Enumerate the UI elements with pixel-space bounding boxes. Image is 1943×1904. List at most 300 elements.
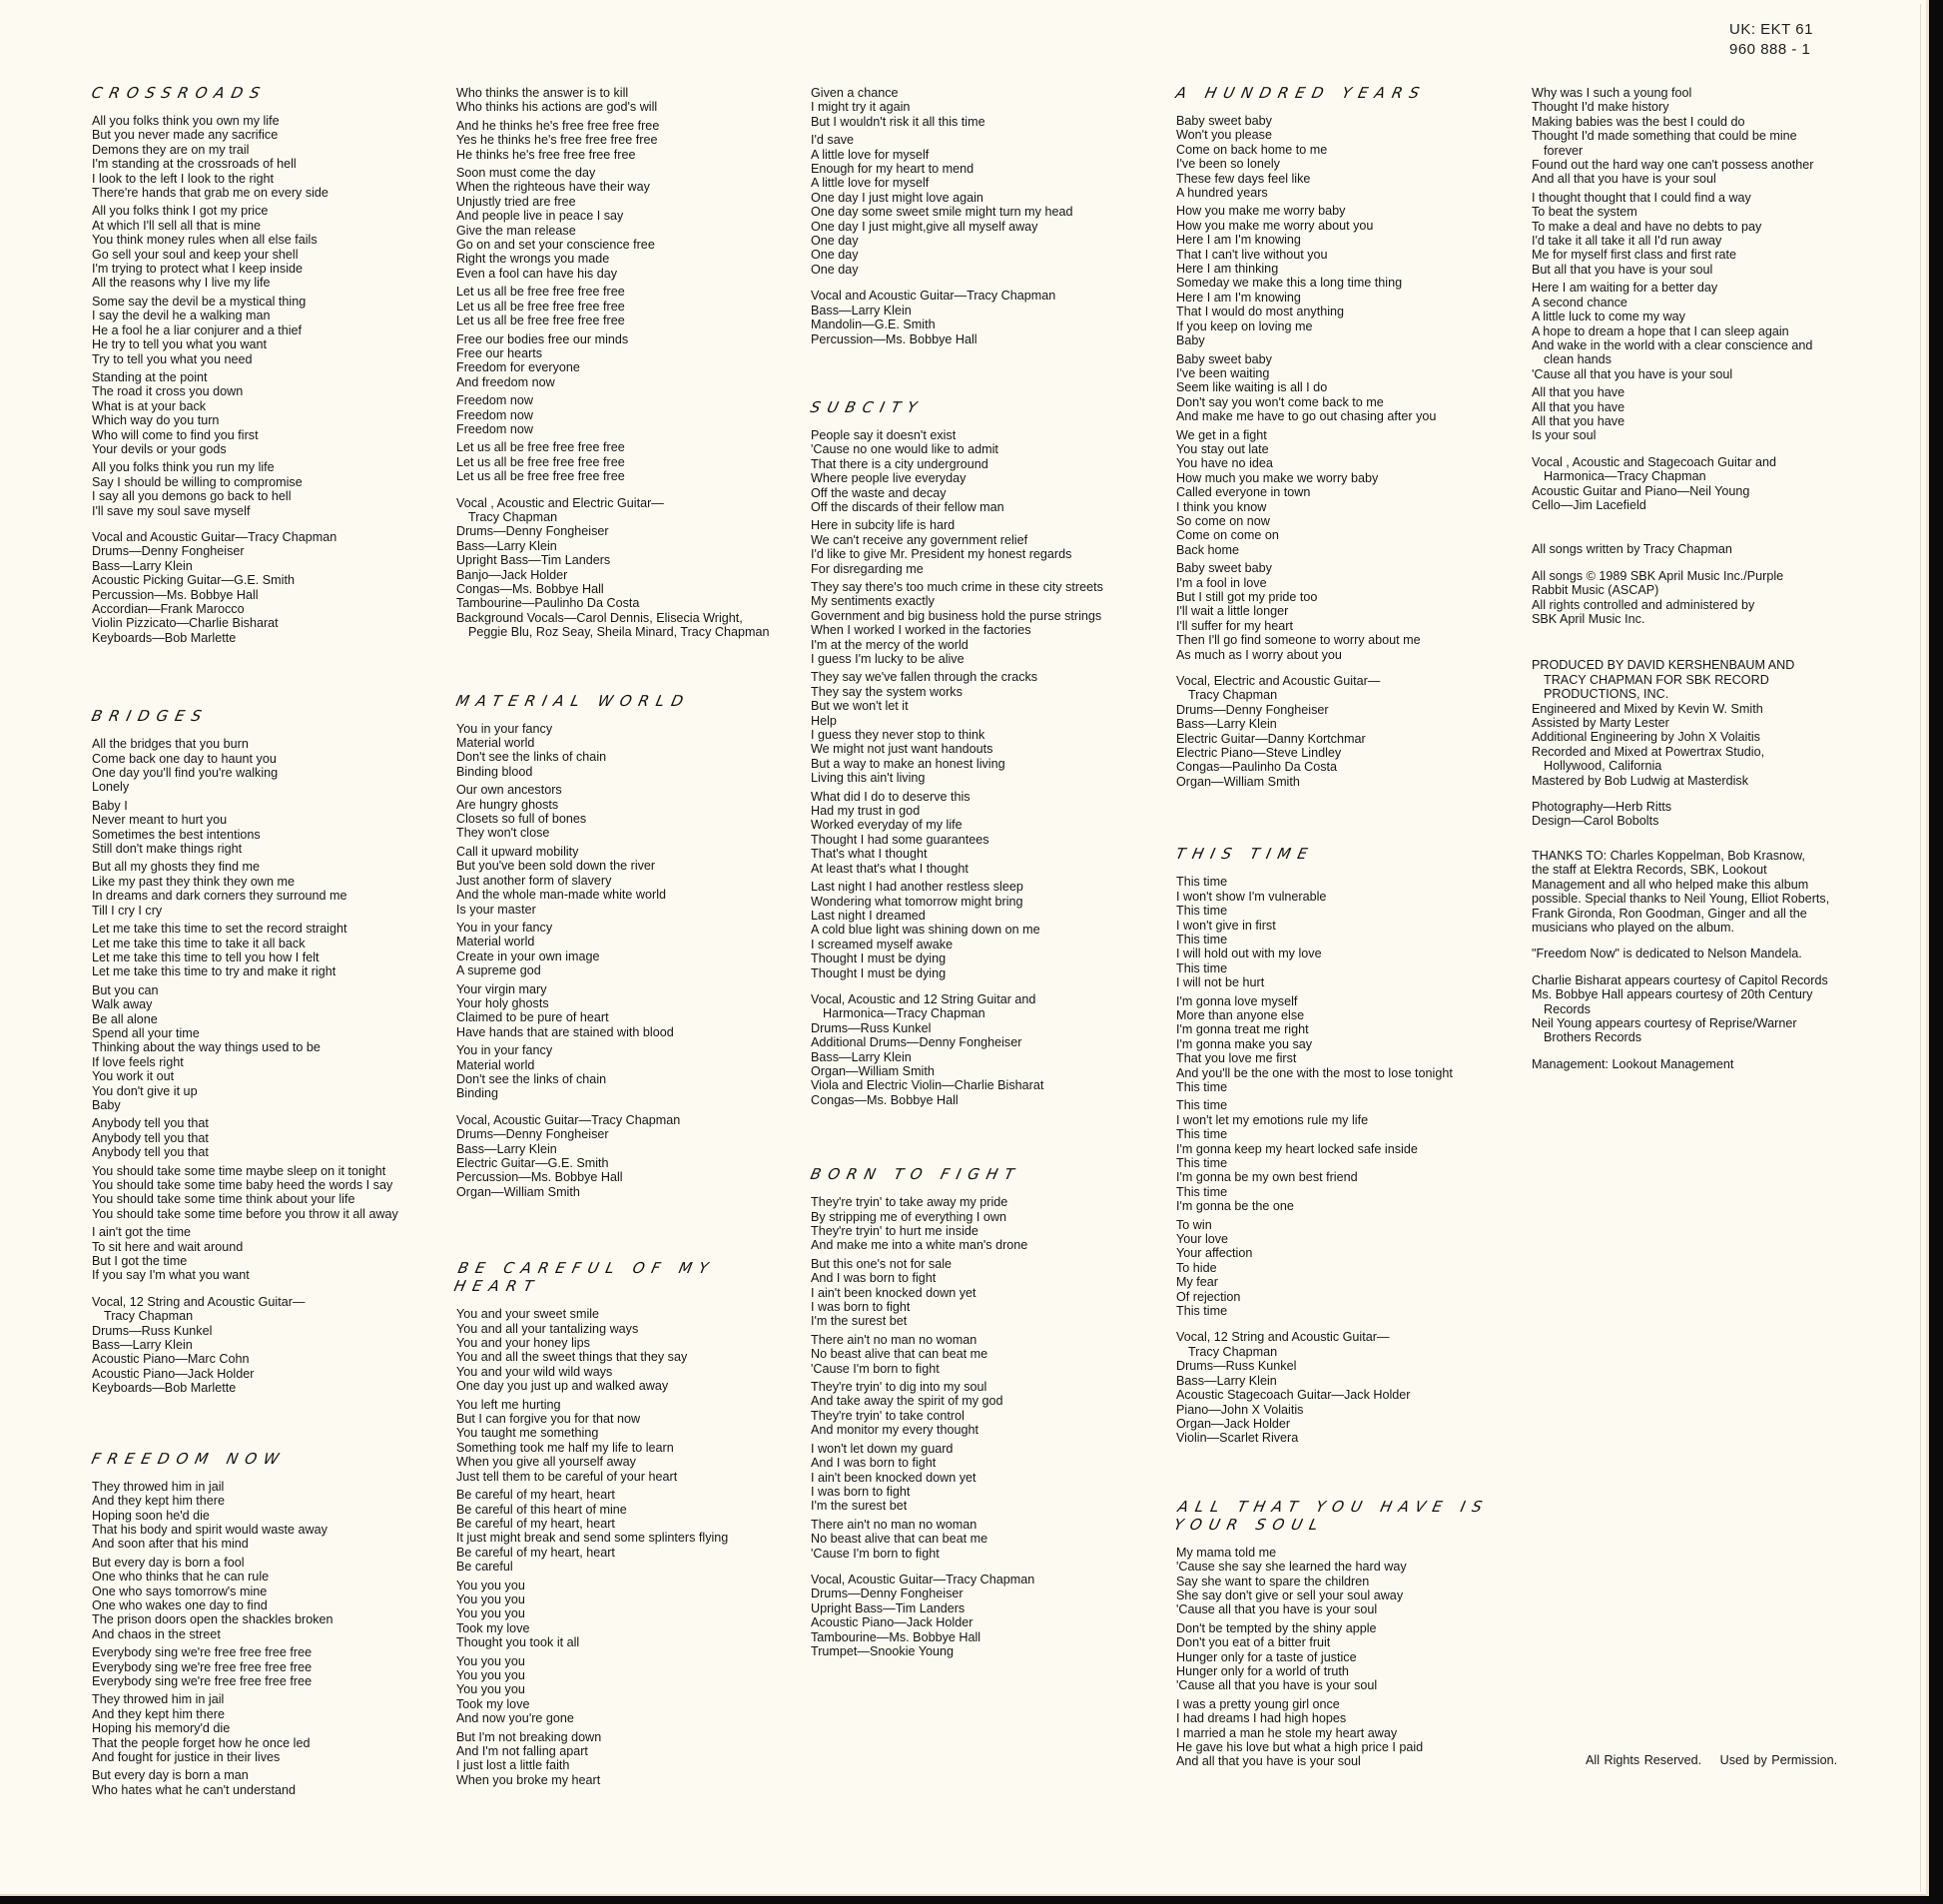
lyric-line: Everybody sing we're free free free free	[92, 1659, 313, 1674]
lyric-line: Here I am waiting for a better day	[1532, 281, 1718, 296]
stanza	[456, 166, 806, 281]
musician-credits	[811, 289, 1155, 346]
lyric-line: One who wakes one day to find	[92, 1597, 268, 1612]
lyric-line: Thought I must be dying	[811, 965, 947, 980]
song-this-time	[1176, 845, 1521, 1445]
stanza	[92, 860, 441, 918]
song-bridges	[92, 707, 441, 1395]
credit-line: Percussion—Ms. Bobbye Hall	[811, 331, 977, 346]
lyric-line: Which way do you turn	[92, 413, 220, 428]
lyric-line: He gave his love but what a high price I paid	[1176, 1740, 1424, 1754]
lyric-line: Living this ain't living	[811, 771, 926, 786]
lyric-line: Why was I such a young fool	[1532, 86, 1692, 100]
credit-line: Bass—Larry Klein	[811, 303, 912, 317]
lyric-line: Making babies was the best I could do	[1532, 114, 1745, 129]
lyric-line: You and your wild wild ways	[456, 1364, 613, 1379]
column-2	[452, 86, 806, 1809]
lyric-line: Had my trust in god	[811, 804, 921, 819]
stanza	[1532, 281, 1911, 381]
lyric-line: I'm gonna keep my heart locked safe inside	[1176, 1141, 1418, 1156]
lyric-line: Till I cry I cry	[92, 903, 163, 918]
lyric-line: You and all the sweet things that they say	[456, 1350, 688, 1365]
note-line: Design—Carol Bobolts	[1532, 814, 1659, 829]
lyric-line: Never meant to hurt you	[92, 813, 228, 828]
lyric-line: Then I'll go find someone to worry about me	[1176, 633, 1421, 648]
lyric-line: Don't say you won't come back to me	[1176, 394, 1384, 409]
stanza	[1176, 1697, 1521, 1769]
stanza	[456, 86, 806, 115]
credit-line: Vocal, Electric and Acoustic Guitar—	[1176, 674, 1381, 689]
credit-line: Acoustic Stagecoach Guitar—Jack Holder	[1176, 1388, 1411, 1403]
lyric-line: You you you	[456, 1606, 525, 1621]
lyric-line: Thought I had some guarantees	[811, 832, 989, 847]
lyric-line: You you you	[456, 1667, 525, 1682]
lyric-line: One day you'll find you're walking	[92, 766, 279, 781]
credit-line: Acoustic Picking Guitar—G.E. Smith	[92, 573, 295, 588]
credit-line: Acoustic Piano—Jack Holder	[92, 1366, 255, 1381]
credit-line: Vocal, 12 String and Acoustic Guitar—	[92, 1294, 306, 1309]
lyric-line: And they kept him there	[92, 1706, 226, 1721]
lyric-line: I ain't been knocked down yet	[811, 1470, 976, 1485]
lyric-line: I guess I'm lucky to be alive	[811, 652, 965, 666]
lyric-line: You left me hurting	[456, 1397, 561, 1412]
lyric-line: I ain't been knocked down yet	[811, 1285, 976, 1300]
credit-line: Bass—Larry Klein	[1176, 1373, 1277, 1388]
lyric-line: But I still got my pride too	[1176, 590, 1318, 604]
credit-line: Bass—Larry Klein	[92, 1338, 193, 1353]
stanza	[456, 783, 806, 841]
credit-line: Keyboards—Bob Marlette	[92, 630, 237, 645]
lyric-line: Some say the devil be a mystical thing	[92, 294, 307, 309]
lyric-line: This time	[1176, 904, 1228, 919]
lyric-line: Hunger only for a world of truth	[1176, 1663, 1349, 1678]
lyric-line: You should take some time maybe sleep on it tonight	[92, 1163, 386, 1178]
stanza	[92, 922, 441, 979]
lyric-line: You should take some time before you throw it all away	[92, 1206, 398, 1221]
lyric-line: Here in subcity life is hard	[811, 518, 956, 533]
lyric-line: Thought I must be dying	[811, 952, 947, 966]
lyric-line: A little love for myself	[811, 147, 930, 162]
lyric-line: How you make me worry about you	[1176, 218, 1374, 233]
lyric-line: They say the system works	[811, 684, 963, 699]
lyric-line: Me for myself first class and first rate	[1532, 248, 1737, 263]
lyric-line: Took my love	[456, 1696, 530, 1711]
stanza	[92, 1768, 441, 1797]
credit-line: Percussion—Ms. Bobbye Hall	[92, 587, 259, 602]
stanza	[92, 204, 441, 290]
column-3	[811, 86, 1155, 1680]
credit-line: Acoustic Guitar and Piano—Neil Young	[1532, 483, 1750, 498]
lyric-line: Go sell your soul and keep your shell	[92, 247, 299, 262]
lyric-line: But I'm not breaking down	[456, 1729, 602, 1744]
lyric-line: I've been so lonely	[1176, 157, 1280, 172]
lyric-line: To sit here and wait around	[92, 1239, 244, 1254]
credit-line: Bass—Larry Klein	[811, 1049, 912, 1064]
lyric-line: Is your master	[456, 902, 536, 917]
note-line: SBK April Music Inc.	[1532, 612, 1645, 626]
credit-line: Organ—William Smith	[811, 1063, 935, 1078]
song-subcity	[811, 398, 1155, 1107]
stanza	[1176, 352, 1521, 424]
stanza	[1176, 994, 1521, 1095]
lyric-line: 'Cause I'm born to fight	[811, 1361, 940, 1376]
lyric-line: All that you have	[1532, 399, 1625, 414]
lyric-line: And take away the spirit of my god	[811, 1394, 1003, 1409]
lyric-line: What did I do to deserve this	[811, 789, 971, 804]
credit-line: Vocal, Acoustic and 12 String Guitar and	[811, 991, 1036, 1006]
stanza	[92, 1164, 441, 1222]
lyric-line: This time	[1176, 1079, 1228, 1094]
lyric-line: You you you	[456, 1578, 525, 1592]
lyric-line: I'm gonna love myself	[1176, 993, 1298, 1008]
song-title: BORN TO FIGHT	[809, 1165, 1023, 1184]
stanza	[456, 1654, 806, 1726]
credit-line: Electric Guitar—G.E. Smith	[456, 1156, 609, 1170]
lyric-line: Let us all be free free free free	[456, 314, 625, 328]
lyric-line: Demons they are on my trail	[92, 142, 250, 157]
lyric-line: Enough for my heart to mend	[811, 162, 974, 177]
lyric-line: I won't show I'm vulnerable	[1176, 889, 1327, 904]
lyric-line: We might not just want handouts	[811, 742, 993, 757]
lyric-line: And I'm not falling apart	[456, 1744, 588, 1758]
management: Management: Lookout Management	[1532, 1056, 1734, 1071]
lyric-line: Call it upward mobility	[456, 844, 579, 859]
lyric-line: There ain't no man no woman	[811, 1517, 977, 1532]
stanza	[1532, 385, 1911, 443]
lyric-line: In dreams and dark corners they surround me	[92, 889, 347, 904]
lyric-line: When I worked I worked in the factories	[811, 623, 1031, 638]
lyric-line: I'm gonna make you say	[1176, 1036, 1313, 1051]
lyric-line: Help	[811, 713, 837, 728]
lyric-line: I'd take it all take it all I'd run away	[1532, 234, 1722, 249]
lyric-line: Everybody sing we're free free free free	[92, 1673, 313, 1688]
stanza	[456, 1307, 806, 1393]
thanks-note	[1532, 849, 1911, 935]
lyric-line: I was born to fight	[811, 1484, 911, 1499]
song-be-careful-continued	[811, 86, 1155, 346]
credit-line: Electric Guitar—Danny Kortchmar	[1176, 731, 1366, 746]
lyric-line: Try to tell you what you need	[92, 351, 253, 366]
lyric-line: I think you know	[1176, 499, 1267, 514]
lyric-line: I won't let my emotions rule my life	[1176, 1112, 1369, 1127]
lyric-line: Here I am I'm knowing	[1176, 233, 1301, 248]
credit-line: Organ—William Smith	[456, 1184, 580, 1199]
credit-line: Upright Bass—Tim Landers	[456, 553, 611, 568]
stanza	[811, 1195, 1155, 1253]
note-line: Charlie Bisharat appears courtesy of Capitol Records	[1532, 972, 1828, 987]
lyric-line: This time	[1176, 1156, 1228, 1170]
lyric-line: Last night I dreamed	[811, 908, 926, 923]
musician-credits	[1176, 1330, 1521, 1445]
credit-line: Background Vocals—Carol Dennis, Elisecia Wright,	[456, 610, 743, 625]
lyric-line: You work it out	[92, 1069, 175, 1084]
lyric-line: He try to tell you what you want	[92, 337, 267, 352]
credit-line: Tambourine—Paulinho Da Costa	[456, 596, 640, 611]
lyric-line: Anybody tell you that	[92, 1145, 209, 1160]
lyric-line: Claimed to be pure of heart	[456, 1010, 609, 1025]
lyric-line: Your devils or your gods	[92, 441, 227, 456]
note-line: Frank Gironda, Ron Goodman, Ginger and all the	[1532, 906, 1807, 921]
lyric-line: I say the devil he a walking man	[92, 309, 271, 323]
credit-line: Bass—Larry Klein	[1176, 717, 1277, 732]
stanza	[92, 1692, 441, 1764]
lyric-line: Baby	[1176, 333, 1205, 348]
lyric-line: A hundred years	[1176, 186, 1268, 201]
lyric-line: But you never made any sacrifice	[92, 128, 279, 143]
dedication: "Freedom Now" is dedicated to Nelson Mandela.	[1532, 947, 1802, 961]
stanza	[92, 1225, 441, 1283]
stanza	[92, 983, 441, 1113]
stanza	[456, 1579, 806, 1650]
lyric-line: One who says tomorrow's mine	[92, 1584, 268, 1598]
credit-line: Drums—Russ Kunkel	[1176, 1359, 1297, 1374]
song-title: BRIDGES	[90, 707, 211, 726]
column-4	[1172, 84, 1521, 1791]
note-line: the staff at Elektra Records, SBK, Lookout	[1532, 863, 1767, 878]
stanza	[456, 1398, 806, 1484]
lyric-line: All you folks think you run my life	[92, 460, 275, 475]
lyric-line: Let us all be free free free free	[456, 454, 625, 469]
lyric-line: I'm the surest bet	[811, 1499, 908, 1514]
lyric-line: You in your fancy	[456, 1043, 553, 1058]
lyric-line: I married a man he stole my heart away	[1176, 1725, 1398, 1740]
lyric-line: Like my past they think they own me	[92, 874, 295, 889]
lyric-line: Don't you eat of a bitter fruit	[1176, 1635, 1331, 1650]
song-title: ALL THAT YOU HAVE IS YOUR SOUL	[1172, 1497, 1491, 1534]
lyric-line: I'd like to give Mr. President my honest regards	[811, 547, 1072, 562]
lyric-line: A cold blue light was shining down on me	[811, 923, 1040, 938]
lyric-line: Your love	[1176, 1232, 1229, 1247]
lyric-line: This time	[1176, 1098, 1228, 1113]
stanza	[456, 921, 806, 978]
lyric-line: And chaos in the street	[92, 1626, 221, 1641]
lyric-line: Just tell them to be careful of your heart	[456, 1469, 678, 1484]
lyric-line: Seem like waiting is all I do	[1176, 380, 1328, 395]
lyric-line: To make a deal and have no debts to pay	[1532, 219, 1762, 234]
lyric-line: 'Cause she say she learned the hard way	[1176, 1560, 1407, 1575]
lyric-line: Be careful of my heart, heart	[456, 1545, 615, 1560]
stanza	[811, 1380, 1155, 1438]
song-be-careful-of-my-heart	[452, 1259, 806, 1787]
credit-line: Vocal, Acoustic Guitar—Tracy Chapman	[456, 1112, 681, 1127]
lyric-line: Have hands that are stained with blood	[456, 1024, 674, 1039]
lyric-line: But this one's not for sale	[811, 1256, 953, 1271]
lyric-line: When you broke my heart	[456, 1772, 601, 1787]
album-notes	[1532, 542, 1911, 1071]
lyric-line: You stay out late	[1176, 441, 1269, 456]
lyric-line: No beast alive that can beat me	[811, 1347, 988, 1362]
lyric-line: So come on now	[1176, 513, 1270, 528]
credit-line: Banjo—Jack Holder	[456, 567, 568, 582]
lyric-line: All you folks think I got my price	[92, 204, 269, 219]
note-line: Additional Engineering by John X Volaitis	[1532, 730, 1760, 745]
lyric-line: All that you have	[1532, 385, 1625, 400]
stanza	[456, 982, 806, 1040]
lyric-line: I thought thought that I could find a way	[1532, 190, 1751, 205]
lyric-line: You in your fancy	[456, 721, 553, 736]
lyric-line: Who thinks the answer is to kill	[456, 86, 629, 100]
stanza	[811, 1333, 1155, 1376]
lyric-line: Binding blood	[456, 764, 533, 779]
lyric-line: That I would do most anything	[1176, 305, 1345, 319]
credit-line: Mandolin—G.E. Smith	[811, 317, 936, 332]
lyric-line: I say all you demons go back to hell	[92, 489, 292, 504]
stanza	[811, 428, 1155, 514]
lyric-line: I won't give in first	[1176, 918, 1276, 933]
stanza	[1532, 191, 1911, 277]
credit-line: Violin—Scarlet Rivera	[1176, 1431, 1299, 1446]
stanza	[92, 1116, 441, 1159]
note-line: All rights controlled and administered by	[1532, 597, 1755, 612]
note-line: Hollywood, California	[1544, 759, 1662, 774]
credit-line: Drums—Russ Kunkel	[811, 1020, 932, 1035]
credit-line: Piano—John X Volaitis	[1176, 1402, 1304, 1417]
lyric-line: Say she want to spare the children	[1176, 1574, 1370, 1588]
stanza	[456, 722, 806, 780]
lyric-line: I'll suffer for my heart	[1176, 618, 1293, 633]
credit-line: Electric Piano—Steve Lindley	[1176, 746, 1342, 761]
song-crossroads	[92, 84, 441, 645]
lyric-line: You should take some time think about your life	[92, 1192, 355, 1207]
stanza	[92, 114, 441, 200]
lyric-line: That his body and spirit would waste away	[92, 1522, 327, 1537]
lyric-line: But I wouldn't risk it all this time	[811, 114, 985, 129]
credit-line: Tracy Chapman	[468, 509, 558, 524]
lyric-line: They're tryin' to take away my pride	[811, 1195, 1008, 1210]
lyric-line: And people live in peace I say	[456, 209, 624, 224]
note-line: Ms. Bobbye Hall appears courtesy of 20th Century	[1532, 987, 1813, 1002]
musician-credits	[811, 1573, 1155, 1658]
lyric-line: Off the discards of their fellow man	[811, 499, 1004, 514]
lyric-line: Free our hearts	[456, 345, 543, 360]
lyric-line: One day I just might,give all myself away	[811, 219, 1038, 234]
lyric-line: Last night I had another restless sleep	[811, 880, 1023, 895]
lyric-line: One day some sweet smile might turn my head	[811, 205, 1073, 220]
lyric-line: Walk away	[92, 997, 153, 1012]
lyric-line: I'm gonna be the one	[1176, 1199, 1294, 1214]
lyric-line: Give the man release	[456, 223, 576, 238]
lyric-line: All that you have	[1532, 413, 1625, 428]
musician-credits	[1532, 455, 1911, 513]
lyric-line: I was born to fight	[811, 1300, 911, 1315]
column-5	[1532, 86, 1911, 1083]
lyric-line: But I got the time	[92, 1254, 188, 1269]
lyric-line: Material world	[456, 736, 535, 751]
lyric-line: Just another form of slavery	[456, 873, 612, 888]
lyric-line: If love feels right	[92, 1054, 184, 1069]
lyric-line: When you give all yourself away	[456, 1455, 636, 1470]
note-line: PRODUCTIONS, INC.	[1544, 687, 1669, 702]
lyric-line: She say don't give or sell your soul away	[1176, 1587, 1404, 1602]
production-credits	[1532, 658, 1911, 788]
credit-line: Bass—Larry Klein	[456, 1141, 557, 1156]
lyric-line: Even a fool can have his day	[456, 266, 618, 281]
credit-line: Organ—William Smith	[1176, 774, 1300, 789]
lyric-line: Worked everyday of my life	[811, 818, 963, 833]
credit-line: Cello—Jim Lacefield	[1532, 497, 1646, 512]
stanza	[456, 393, 806, 436]
lyric-line: 'Cause all that you have is your soul	[1176, 1602, 1378, 1617]
musician-credits	[456, 496, 806, 640]
lyric-line: Your virgin mary	[456, 981, 547, 996]
lyric-line: You have no idea	[1176, 456, 1273, 471]
lyric-line: We get in a fight	[1176, 427, 1267, 442]
lyric-line: Baby sweet baby	[1176, 351, 1272, 366]
note-line: Recorded and Mixed at Powertrax Studio,	[1532, 744, 1765, 759]
lyric-line: Here I am thinking	[1176, 262, 1279, 277]
stanza	[811, 518, 1155, 576]
lyric-line: A hope to dream a hope that I can sleep again	[1532, 323, 1789, 338]
lyric-line: I'm trying to protect what I keep inside	[92, 262, 304, 277]
lyric-line: To win	[1176, 1217, 1212, 1232]
lyric-line: Given a chance	[811, 86, 899, 100]
lyric-line: I will not be hurt	[1176, 975, 1265, 990]
note-line: TRACY CHAPMAN FOR SBK RECORD	[1544, 672, 1769, 687]
lyric-line: Unjustly tried are free	[456, 194, 576, 209]
lyric-line: Everybody sing we're free free free free	[92, 1645, 313, 1660]
lyric-line: Standing at the point	[92, 369, 208, 384]
lyric-line: I'm a fool in love	[1176, 575, 1267, 590]
credit-line: Viola and Electric Violin—Charlie Bisharat	[811, 1078, 1044, 1093]
lyric-line: A supreme god	[456, 963, 541, 978]
design-credits	[1532, 800, 1911, 829]
lyric-line: This time	[1176, 1184, 1228, 1199]
lyric-line: Soon must come the day	[456, 166, 596, 181]
lyric-line: forever	[1544, 143, 1584, 158]
copyright-notice	[1532, 569, 1911, 627]
lyric-line: Where people live everyday	[811, 471, 967, 486]
stanza	[92, 1645, 441, 1688]
lyric-line: I'm gonna treat me right	[1176, 1022, 1309, 1037]
used-by-permission: Used by Permission.	[1719, 1753, 1838, 1767]
lyric-line: One day you just up and walked away	[456, 1379, 669, 1394]
lyric-line: And he thinks he's free free free free	[456, 118, 660, 133]
lyric-line: One day	[811, 234, 859, 249]
song-born-to-fight	[811, 1165, 1155, 1658]
song-title: MATERIAL WORLD	[454, 691, 692, 710]
lyric-line: Who hates what he can't understand	[92, 1782, 297, 1797]
lyric-line: They say we've fallen through the cracks	[811, 670, 1038, 685]
lyric-line: And fought for justice in their lives	[92, 1750, 281, 1764]
song-a-hundred-years	[1176, 84, 1521, 789]
stanza	[456, 1730, 806, 1788]
lyric-line: I'll save my soul save myself	[92, 503, 251, 518]
lyric-line: He a fool he a liar conjurer and a thief	[92, 322, 303, 337]
stanza	[1176, 1098, 1521, 1213]
rights-footer	[1586, 1753, 1837, 1767]
lyric-line: Back home	[1176, 542, 1239, 557]
credit-line: Harmonica—Tracy Chapman	[1544, 469, 1706, 484]
lyric-line: Let us all be free free free free	[456, 440, 625, 455]
lyric-line: Thought I'd made something that could be mine	[1532, 129, 1797, 144]
stanza	[456, 332, 806, 390]
lyric-line: And now you're gone	[456, 1711, 574, 1726]
lyric-line: Won't you please	[1176, 128, 1272, 143]
lyric-line: For disregarding me	[811, 561, 924, 576]
stanza	[456, 440, 806, 483]
lyric-line: Let us all be free free free free	[456, 469, 625, 484]
lyric-line: Our own ancestors	[456, 783, 562, 798]
lyric-line: I might try it again	[811, 100, 911, 115]
lyric-line: Are hungry ghosts	[456, 797, 559, 812]
stanza	[456, 285, 806, 327]
lyric-line: I will hold out with my love	[1176, 947, 1322, 961]
lyric-line: I guess they never stop to think	[811, 728, 985, 743]
lyric-line: I'm at the mercy of the world	[811, 637, 969, 652]
credit-line: Bass—Larry Klein	[456, 538, 557, 553]
credit-line: Keyboards—Bob Marlette	[92, 1381, 237, 1396]
lyric-line: Let us all be free free free free	[456, 299, 625, 314]
